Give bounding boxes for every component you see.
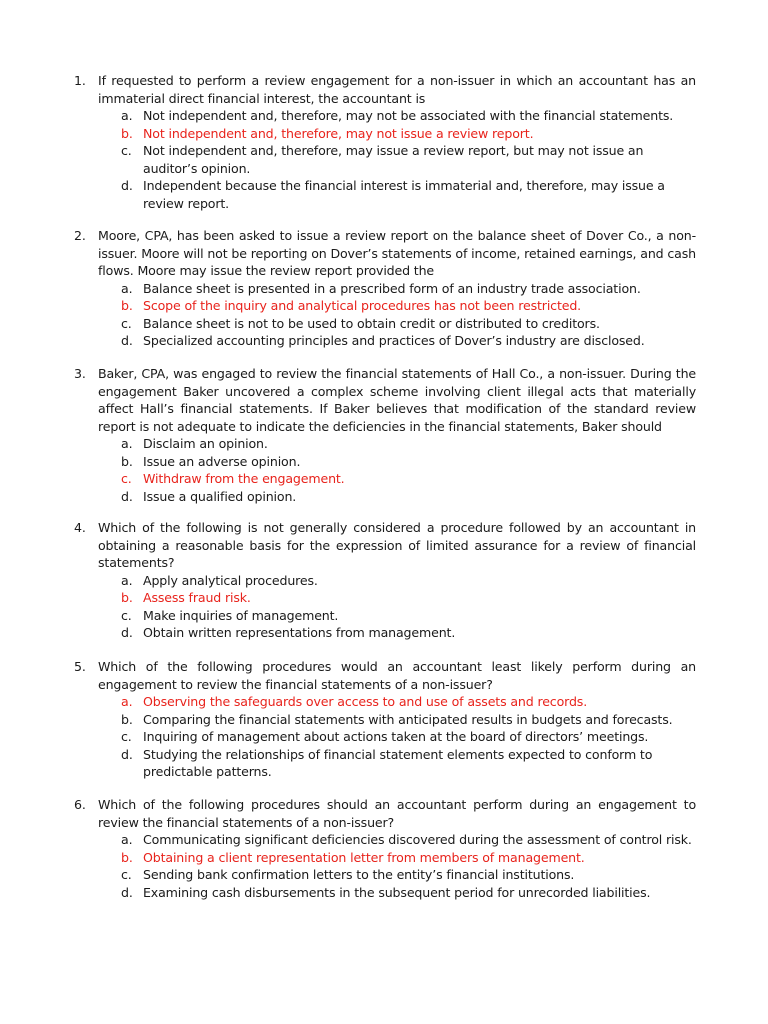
question-1 [74, 72, 696, 212]
question-number: 6. [74, 797, 86, 812]
option-text: Scope of the inquiry and analytical procedures has not been restricted. [143, 298, 582, 313]
option-letter: b. [121, 298, 133, 313]
option-a [74, 435, 696, 453]
option-b-correct-answer [74, 297, 696, 315]
option-letter: d. [121, 625, 133, 640]
answer-options [74, 107, 696, 212]
option-b [74, 711, 696, 729]
option-letter: d. [121, 178, 133, 193]
option-letter: a. [121, 694, 133, 709]
option-text: Obtaining a client representation letter from members of management. [143, 849, 585, 865]
option-letter: c. [121, 729, 132, 744]
option-a-correct-answer [74, 693, 696, 711]
option-text: Make inquiries of management. [143, 607, 339, 623]
option-c [74, 728, 696, 746]
option-letter: c. [121, 471, 132, 486]
option-a [74, 572, 696, 590]
option-letter: b. [121, 453, 133, 469]
option-letter: a. [121, 108, 133, 123]
option-b-correct-answer [74, 849, 696, 867]
option-c-correct-answer [74, 470, 696, 488]
option-d [74, 884, 696, 902]
option-a [74, 831, 696, 849]
option-c [74, 866, 696, 884]
question-6 [74, 796, 696, 901]
question-2 [74, 227, 696, 350]
option-letter: a. [121, 832, 133, 847]
option-letter: c. [121, 315, 132, 331]
option-letter: d. [121, 884, 133, 900]
option-text: Specialized accounting principles and practices of Dover’s industry are disclosed. [143, 333, 645, 348]
option-letter: c. [121, 143, 132, 158]
option-c [74, 607, 696, 625]
option-letter: b. [121, 849, 133, 865]
option-letter: a. [121, 280, 133, 296]
option-letter: b. [121, 711, 133, 727]
option-letter: a. [121, 572, 133, 588]
option-text: Apply analytical procedures. [143, 572, 318, 588]
option-text: Comparing the financial statements with anticipated results in budgets and forecasts. [143, 711, 673, 727]
option-letter: b. [121, 125, 133, 141]
option-text: Studying the relationships of financial statement elements expected to conform to predictable patterns. [143, 746, 653, 779]
answer-options [74, 693, 696, 781]
option-letter: d. [121, 746, 133, 762]
option-text: Observing the safeguards over access to and use of assets and records. [143, 694, 588, 709]
question-number: 3. [74, 366, 86, 381]
question-text: Which of the following is not generally considered a procedure followed by an accountant in obtaining a reasonable basis for the expression of limited assurance for a review of financial statements? [98, 520, 696, 570]
option-text: Inquiring of management about actions taken at the board of directors’ meetings. [143, 729, 649, 744]
option-text: Obtain written representations from management. [143, 625, 456, 640]
option-text: Not independent and, therefore, may not issue a review report. [143, 125, 534, 141]
option-a [74, 280, 696, 298]
option-text: Issue an adverse opinion. [143, 453, 301, 469]
question-text: Moore, CPA, has been asked to issue a review report on the balance sheet of Dover Co., a non-issuer. Moore will not be reporting on Dover’s statements of income, retained earnings, and cash flows. Moore may issue the review report provided the [98, 228, 696, 278]
option-d [74, 624, 696, 642]
option-letter: d. [121, 488, 133, 504]
answer-options [74, 572, 696, 642]
option-text: Assess fraud risk. [143, 590, 251, 605]
option-d [74, 177, 696, 212]
answer-options [74, 435, 696, 505]
option-text: Sending bank confirmation letters to the entity’s financial institutions. [143, 867, 575, 882]
option-text: Balance sheet is not to be used to obtain credit or distributed to creditors. [143, 315, 600, 331]
option-text: Not independent and, therefore, may not be associated with the financial statements. [143, 108, 674, 123]
option-letter: b. [121, 590, 133, 605]
option-d [74, 332, 696, 350]
option-text: Balance sheet is presented in a prescribed form of an industry trade association. [143, 280, 641, 296]
question-number: 4. [74, 520, 86, 535]
option-letter: d. [121, 333, 133, 348]
question-number: 2. [74, 228, 86, 243]
option-d [74, 746, 696, 781]
option-text: Disclaim an opinion. [143, 436, 268, 451]
option-c [74, 142, 696, 177]
option-letter: a. [121, 436, 133, 451]
option-letter: c. [121, 607, 132, 623]
option-text: Communicating significant deficiencies discovered during the assessment of control risk. [143, 832, 692, 847]
question-4 [74, 519, 696, 642]
option-c [74, 315, 696, 333]
question-5 [74, 658, 696, 781]
option-b-correct-answer [74, 125, 696, 143]
option-b-correct-answer [74, 589, 696, 607]
option-b [74, 453, 696, 471]
answer-options [74, 831, 696, 901]
question-3 [74, 365, 696, 505]
answer-options [74, 280, 696, 350]
option-text: Examining cash disbursements in the subsequent period for unrecorded liabilities. [143, 884, 651, 900]
question-text: If requested to perform a review engagement for a non-issuer in which an accountant has an immaterial direct financial interest, the accountant is [98, 73, 696, 106]
option-text: Independent because the financial interest is immaterial and, therefore, may issue a review report. [143, 178, 665, 211]
option-a [74, 107, 696, 125]
option-letter: c. [121, 867, 132, 882]
option-text: Not independent and, therefore, may issue a review report, but may not issue an auditor’s opinion. [143, 143, 644, 176]
question-text: Which of the following procedures should an accountant perform during an engagement to review the financial statements of a non-issuer? [98, 797, 696, 830]
option-d [74, 488, 696, 506]
question-number: 5. [74, 659, 86, 674]
question-text: Baker, CPA, was engaged to review the financial statements of Hall Co., a non-issuer. During the engagement Baker uncovered a complex scheme involving client illegal acts that materially affect Hall’s financial statements. If Baker believes that modification of the standard review report is not adequate to indicate the deficiencies in the financial statements, Baker should [98, 366, 696, 434]
question-number: 1. [74, 73, 86, 88]
option-text: Withdraw from the engagement. [143, 471, 345, 486]
option-text: Issue a qualified opinion. [143, 488, 297, 504]
question-text: Which of the following procedures would an accountant least likely perform during an engagement to review the financial statements of a non-issuer? [98, 659, 696, 692]
